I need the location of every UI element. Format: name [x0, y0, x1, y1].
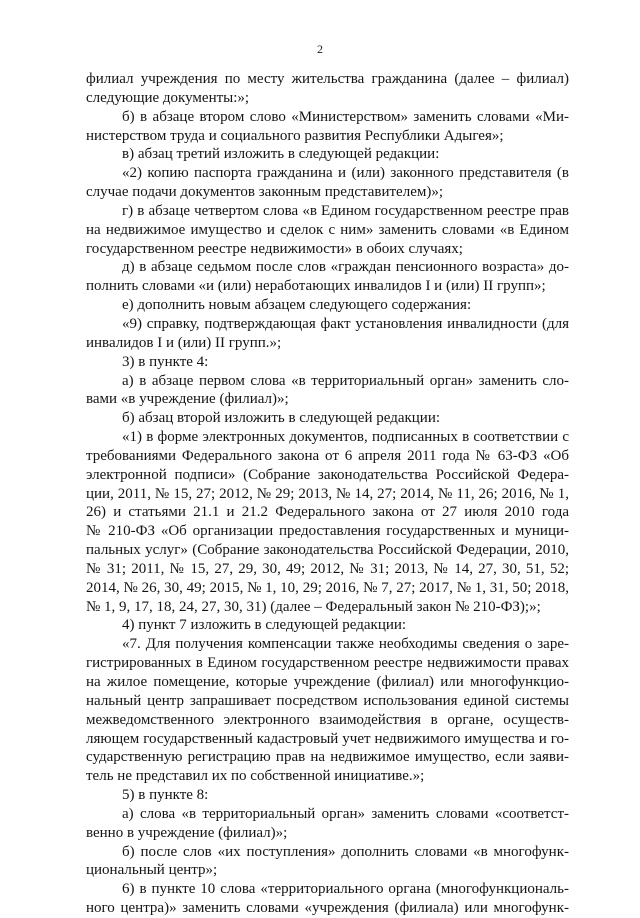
text-line: на недвижимое имущество и сделок с ним» заменить словами «в Едином [86, 221, 569, 238]
text-line: пальных услуг» (Собрание законодательства Российской Федерации, 2010, [86, 542, 569, 559]
text-line: 3) в пункте 4: [122, 353, 209, 370]
text-line: филиал учреждения по месту жительства гражданина (далее – филиал) [86, 71, 569, 87]
text-line: 2014, № 26, 30, 49; 2015, № 1, 10, 29; 2016, № 7, 27; 2017, № 1, 31, 50; 2018, [86, 579, 569, 596]
text-line: е) дополнить новым абзацем следующего содержания: [122, 297, 472, 314]
text-line: требованиями Федерального закона от 6 апреля 2011 года № 63-ФЗ «Об [86, 447, 569, 464]
text-line: государственном реестре недвижимости» в обоих случаях; [86, 240, 463, 257]
text-line: № 1, 9, 17, 18, 24, 27, 30, 31) (далее – Федеральный закон № 210-ФЗ);»; [86, 598, 541, 615]
text-line: № 31; 2011, № 15, 27, 29, 30, 49; 2012, № 31; 2013, № 14, 27, 30, 51, 52; [86, 560, 569, 577]
text-line: ного центра)» заменить словами «учреждения (филиала) или многофунк- [86, 900, 569, 917]
text-line: 5) в пункте 8: [122, 787, 209, 804]
text-line: б) абзац второй изложить в следующей редакции: [122, 410, 441, 427]
text-line: б) после слов «их поступления» дополнить словами «в многофунк- [122, 843, 569, 860]
text-line: «1) в форме электронных документов, подписанных в соответствии с [122, 429, 569, 446]
text-line: сударственную регистрацию прав на недвижимое имущество, если заяви- [86, 749, 569, 766]
page-number: 2 [317, 42, 323, 56]
text-line: г) в абзаце четвертом слова «в Едином государственном реестре прав [122, 202, 569, 219]
text-line: «7. Для получения компенсации также необходимы сведения о заре- [122, 636, 569, 653]
text-line: венно в учреждение (филиал)»; [86, 824, 288, 841]
text-line: д) в абзаце седьмом после слов «граждан пенсионного возраста» до- [122, 259, 569, 276]
text-line: гистрированных в Едином государственном реестре недвижимости правах [86, 655, 569, 672]
text-line: межведомственного электронного взаимодействия в органе, осуществ- [86, 711, 569, 728]
text-line: нальный центр запрашивает посредством использования единой системы [86, 692, 569, 709]
text-line: ции, 2011, № 15, 27; 2012, № 29; 2013, № 14, 27; 2014, № 11, 26; 2016, № 1, [86, 485, 569, 502]
text-line: инвалидов I и (или) II групп.»; [86, 334, 282, 351]
text-line: электронной подписи» (Собрание законодательства Российской Федера- [86, 466, 569, 483]
text-line: 4) пункт 7 изложить в следующей редакции: [122, 617, 407, 634]
text-line: полнить словами «и (или) неработающих инвалидов I и (или) II групп»; [86, 278, 546, 295]
text-line: «9) справку, подтверждающая факт установления инвалидности (для [122, 315, 569, 332]
text-line: следующие документы:»; [86, 89, 250, 106]
text-line: а) слова «в территориальный орган» заменить словами «соответст- [122, 805, 569, 822]
text-line: на жилое помещение, которые учреждение (филиал) или многофункцио- [86, 674, 569, 690]
text-line: случае подачи документов законным представителем)»; [86, 184, 444, 201]
text-line: а) в абзаце первом слова «в территориальный орган» заменить сло- [122, 372, 569, 389]
document-body [86, 70, 569, 918]
text-line: вами «в учреждение (филиал)»; [86, 391, 289, 408]
text-line: 6) в пункте 10 слова «территориального органа (многофункциональ- [122, 881, 569, 898]
text-line: тель не представил их по собственной инициативе.»; [86, 768, 425, 785]
text-line: в) абзац третий изложить в следующей редакции: [122, 146, 440, 163]
text-line: № 210-ФЗ «Об организации предоставления государственных и муници- [86, 523, 569, 540]
text-line: нистерством труда и социального развития Республики Адыгея»; [86, 127, 504, 144]
text-line: б) в абзаце втором слово «Министерством» заменить словами «Ми- [122, 108, 569, 125]
text-line: «2) копию паспорта гражданина и (или) законного представителя (в [122, 165, 569, 182]
text-line: 26) и статьями 21.1 и 21.2 Федерального закона от 27 июля 2010 года [86, 504, 569, 521]
text-line: циональный центр»; [86, 862, 218, 879]
text-line: ляющем государственный кадастровый учет недвижимого имущества и го- [86, 730, 569, 747]
